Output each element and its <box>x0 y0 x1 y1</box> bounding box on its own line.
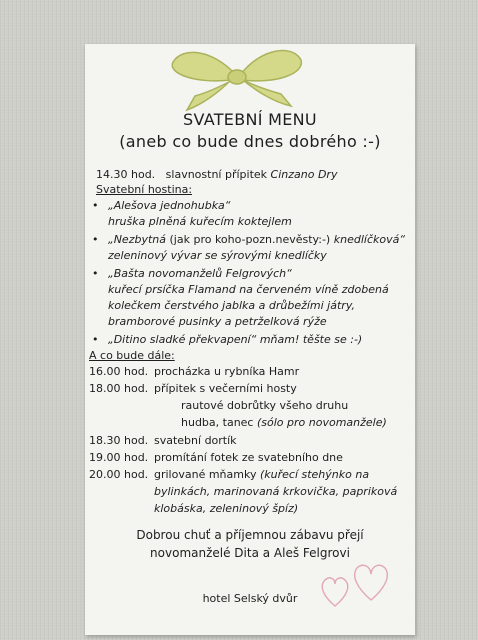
feast-item-desc: kuřecí prsíčka Flamand na červeném víně zdobená <box>108 283 389 296</box>
feast-item-name: „Alešova jednohubka“ <box>108 199 231 212</box>
hotel-name: hotel Selský dvůr <box>202 592 298 605</box>
toast-time: 14.30 hod. <box>96 168 156 181</box>
event-text: grilované mňamky (kuřecí stehýnko na <box>154 468 370 481</box>
feast-item-desc: bramborové pusinky a petrželková rýže <box>108 315 327 328</box>
closing-line: Dobrou chuť a příjemnou zábavu přejí <box>136 528 364 542</box>
bullet: • <box>92 233 99 246</box>
menu-subtitle: (aneb co bude dnes dobrého :-) <box>119 132 381 151</box>
event-text: svatební dortík <box>154 434 237 447</box>
toast-drink: Cinzano Dry <box>270 168 338 181</box>
bullet: • <box>92 199 99 212</box>
feast-item-name: „Bašta novomanželů Felgrových“ <box>108 267 292 280</box>
event-time: 18.00 hod. <box>89 382 149 395</box>
menu-title: SVATEBNÍ MENU <box>183 110 317 129</box>
event-text: promítání fotek ze svatebního dne <box>154 451 343 464</box>
feast-item-name: „Ditino sladké překvapení“ mňam! těšte se :-) <box>108 333 363 346</box>
ribbon-bow-icon <box>169 48 305 112</box>
feast-item-desc: zeleninový vývar se sýrovými knedlíčky <box>108 249 327 262</box>
event-text: přípitek s večerními hosty <box>154 382 297 395</box>
menu-card <box>85 44 415 635</box>
event-time: 19.00 hod. <box>89 451 149 464</box>
feast-item-desc: hruška plněná kuřecím koktejlem <box>108 215 292 228</box>
event-time: 18.30 hod. <box>89 434 149 447</box>
event-text: procházka u rybníka Hamr <box>154 365 300 378</box>
event-text: klobáska, zeleninový špíz) <box>154 502 299 515</box>
closing-line: novomanželé Dita a Aleš Felgrovi <box>150 546 350 560</box>
event-text: hudba, tanec (sólo pro novomanžele) <box>181 416 387 429</box>
event-text: bylinkách, marinovaná krkovička, papriková <box>154 485 398 498</box>
bullet: • <box>92 333 99 346</box>
bullet: • <box>92 267 99 280</box>
event-time: 16.00 hod. <box>89 365 149 378</box>
feast-heading: Svatební hostina: <box>96 183 193 196</box>
feast-item-name: „Nezbytná (jak pro koho-pozn.nevěsty:-) knedlíčková“ <box>108 233 406 246</box>
event-text: rautové dobrůtky všeho druhu <box>181 399 349 412</box>
toast-line <box>96 168 337 181</box>
hearts-icon <box>321 562 391 608</box>
feast-item-desc: kolečkem čerstvého jablka a drůbežími játry, <box>108 299 355 312</box>
toast-text: slavnostní přípitek <box>165 168 268 181</box>
event-time: 20.00 hod. <box>89 468 149 481</box>
later-heading: A co bude dále: <box>89 349 175 362</box>
